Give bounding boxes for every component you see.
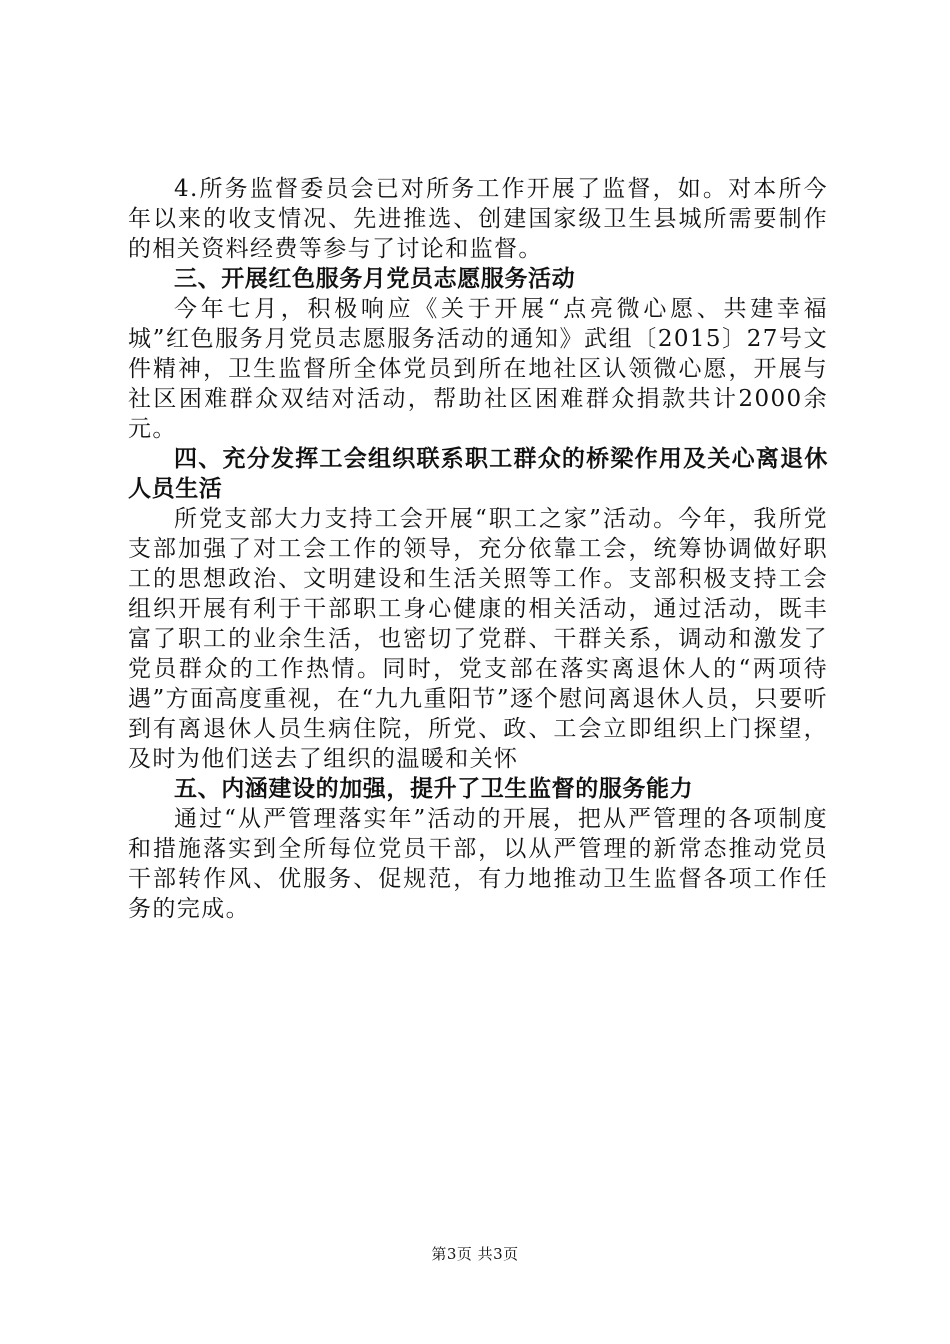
heading-section-5: 五、内涵建设的加强，提升了卫生监督的服务能力	[174, 775, 694, 802]
document-body	[128, 174, 828, 924]
heading-section-4: 四、充分发挥工会组织联系职工群众的桥梁作用及关心离退休人员生活	[128, 445, 828, 502]
heading-section-3: 三、开展红色服务月党员志愿服务活动	[174, 265, 576, 292]
paragraph-supervision: 4.所务监督委员会已对所务工作开展了监督，如。对本所今年以来的收支情况、先进推选、创建国家级卫生县城所需要制作的相关资料经费等参与了讨论和监督。	[128, 176, 828, 262]
page-number-footer: 第3页 共3页	[431, 1245, 519, 1263]
paragraph-volunteer-service: 今年七月，积极响应《关于开展“点亮微心愿、共建幸福城”红色服务月党员志愿服务活动的通知》武组〔2015〕27号文件精神，卫生监督所全体党员到所在地社区认领微心愿，开展与社区困难群众双结对活动，帮助社区困难群众捐款共计2000余元。	[128, 296, 828, 442]
paragraph-union-work: 所党支部大力支持工会开展“职工之家”活动。今年，我所党支部加强了对工会工作的领导，充分依靠工会，统筹协调做好职工的思想政治、文明建设和生活关照等工作。支部积极支持工会组织开展有利于干部职工身心健康的相关活动，通过活动，既丰富了职工的业余生活，也密切了党群、干群关系，调动和激发了党员群众的工作热情。同时，党支部在落实离退休人的“两项待遇”方面高度重视，在“九九重阳节”逐个慰问离退休人员，只要听到有离退休人员生病住院，所党、政、工会立即组织上门探望，及时为他们送去了组织的温暖和关怀	[128, 506, 828, 772]
paragraph-capacity-building: 通过“从严管理落实年”活动的开展，把从严管理的各项制度和措施落实到全所每位党员干部，以从严管理的新常态推动党员干部转作风、优服务、促规范，有力地推动卫生监督各项工作任务的完成。	[128, 806, 828, 922]
